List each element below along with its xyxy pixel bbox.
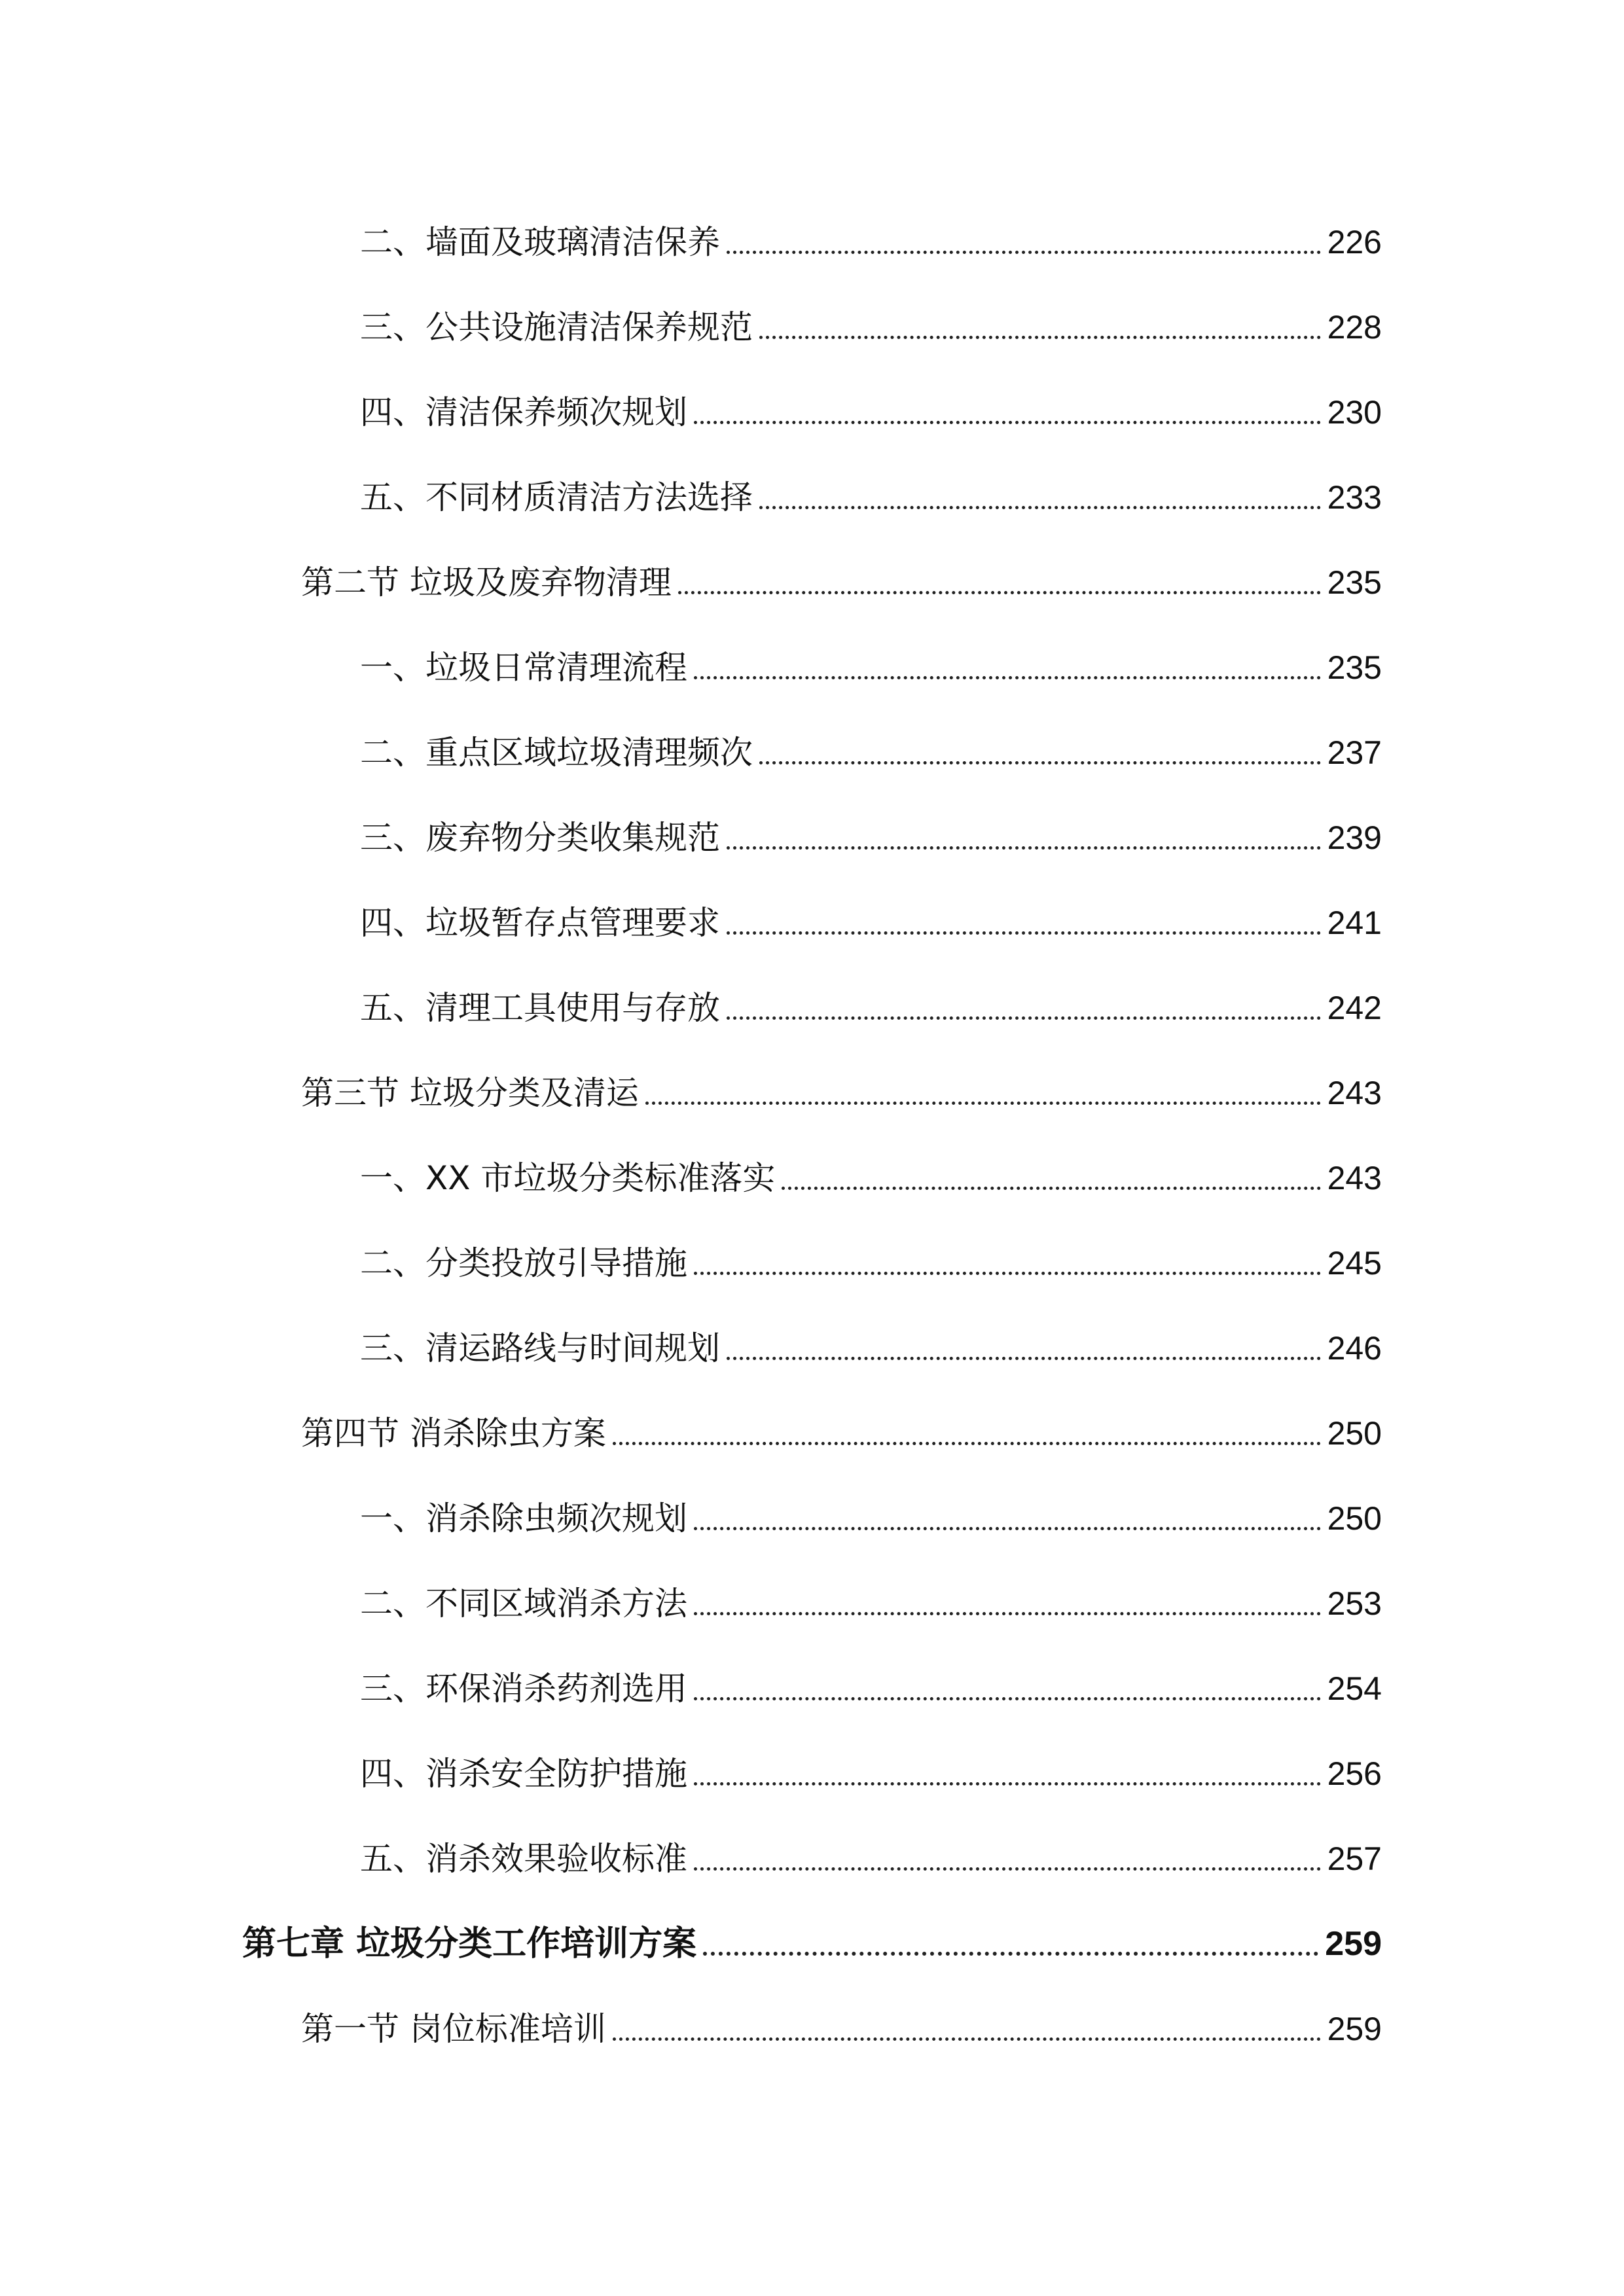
toc-entry-title: 第三节 垃圾分类及清运 xyxy=(301,1074,639,1112)
toc-entry-page: 245 xyxy=(1327,1245,1382,1282)
toc-entry-title: 四、消杀安全防护措施 xyxy=(360,1755,687,1793)
toc-leader-dots xyxy=(613,2037,1321,2041)
toc-entry[interactable] xyxy=(301,1060,1382,1113)
toc-entry[interactable] xyxy=(360,1826,1382,1878)
toc-entry-page: 233 xyxy=(1327,479,1382,516)
toc-leader-dots xyxy=(694,1527,1321,1530)
toc-entry[interactable] xyxy=(360,1230,1382,1283)
toc-leader-dots xyxy=(727,931,1321,935)
toc-leader-dots xyxy=(694,1697,1321,1700)
toc-entry[interactable] xyxy=(360,295,1382,347)
toc-entry-title: 五、消杀效果验收标准 xyxy=(360,1840,687,1878)
toc-entry[interactable] xyxy=(360,1656,1382,1708)
toc-entry[interactable] xyxy=(360,720,1382,772)
toc-entry[interactable] xyxy=(360,1571,1382,1623)
toc-leader-dots xyxy=(703,1952,1318,1956)
toc-entry-page: 259 xyxy=(1325,1925,1382,1963)
toc-leader-dots xyxy=(645,1102,1321,1105)
toc-leader-dots xyxy=(727,1357,1321,1360)
toc-entry-title: 二、墙面及玻璃清洁保养 xyxy=(360,223,720,261)
toc-leader-dots xyxy=(759,506,1321,509)
toc-entry-title: 五、清理工具使用与存放 xyxy=(360,989,720,1027)
toc-leader-dots xyxy=(694,1867,1321,1871)
toc-entry-title: 五、不同材质清洁方法选择 xyxy=(360,478,753,516)
toc-entry-title: 第一节 岗位标准培训 xyxy=(301,2010,606,2048)
toc-entry-title: 一、XX 市垃圾分类标准落实 xyxy=(360,1159,776,1197)
toc-entry[interactable] xyxy=(360,975,1382,1028)
toc-entry-title: 第四节 消杀除虫方案 xyxy=(301,1414,606,1452)
toc-entry-page: 256 xyxy=(1327,1755,1382,1792)
toc-leader-dots xyxy=(694,1612,1321,1615)
toc-entry-page: 230 xyxy=(1327,394,1382,431)
toc-entry-title: 一、垃圾日常清理流程 xyxy=(360,649,687,687)
toc-entry-page: 235 xyxy=(1327,649,1382,686)
toc-entry-title: 二、重点区域垃圾清理频次 xyxy=(360,734,753,772)
toc-entry-page: 241 xyxy=(1327,905,1382,941)
toc-entry-page: 254 xyxy=(1327,1670,1382,1707)
toc-entry-title: 一、消杀除虫频次规划 xyxy=(360,1499,687,1537)
toc-entry[interactable] xyxy=(360,805,1382,857)
toc-entry[interactable] xyxy=(301,1996,1382,2049)
toc-entry-chapter[interactable] xyxy=(242,1911,1382,1964)
toc-entry-page: 250 xyxy=(1327,1415,1382,1452)
toc-leader-dots xyxy=(727,1016,1321,1020)
toc-entry-title: 四、垃圾暂存点管理要求 xyxy=(360,904,720,942)
toc-leader-dots xyxy=(727,251,1321,254)
toc-leader-dots xyxy=(613,1442,1321,1445)
toc-entry[interactable] xyxy=(301,1401,1382,1453)
toc-entry-title: 四、清洁保养频次规划 xyxy=(360,393,687,431)
toc-entry[interactable] xyxy=(360,209,1382,262)
toc-entry-title: 二、分类投放引导措施 xyxy=(360,1244,687,1282)
toc-entry-page: 257 xyxy=(1327,1840,1382,1877)
toc-entry[interactable] xyxy=(360,380,1382,432)
toc-entry-page: 246 xyxy=(1327,1330,1382,1367)
toc-entry-page: 259 xyxy=(1327,2011,1382,2047)
toc-leader-dots xyxy=(694,1272,1321,1275)
toc-entry-page: 253 xyxy=(1327,1585,1382,1622)
toc-entry[interactable] xyxy=(360,1145,1382,1198)
toc-entry[interactable] xyxy=(360,1316,1382,1368)
toc-entry-page: 226 xyxy=(1327,224,1382,260)
toc-leader-dots xyxy=(678,591,1321,594)
toc-entry-title: 三、公共设施清洁保养规范 xyxy=(360,308,753,346)
toc-entry[interactable] xyxy=(360,635,1382,687)
toc-entry-title: 第七章 垃圾分类工作培训方案 xyxy=(242,1924,697,1964)
toc-entry-title: 第二节 垃圾及废弃物清理 xyxy=(301,564,672,601)
toc-entry-title: 二、不同区域消杀方法 xyxy=(360,1585,687,1623)
toc-entry[interactable] xyxy=(360,1741,1382,1793)
toc-entry[interactable] xyxy=(301,550,1382,602)
toc-entry-page: 250 xyxy=(1327,1500,1382,1537)
toc-entry-page: 243 xyxy=(1327,1075,1382,1111)
toc-entry-page: 242 xyxy=(1327,990,1382,1026)
toc-entry-page: 228 xyxy=(1327,309,1382,346)
toc-entry[interactable] xyxy=(360,890,1382,942)
toc-entry-page: 239 xyxy=(1327,819,1382,856)
toc-entry[interactable] xyxy=(360,1486,1382,1538)
toc-leader-dots xyxy=(694,676,1321,679)
toc-leader-dots xyxy=(727,846,1321,850)
toc-entry[interactable] xyxy=(360,465,1382,517)
toc-entry-page: 243 xyxy=(1327,1160,1382,1196)
toc-leader-dots xyxy=(694,421,1321,424)
toc-leader-dots xyxy=(759,761,1321,764)
toc-leader-dots xyxy=(782,1187,1320,1190)
toc-leader-dots xyxy=(759,336,1321,339)
toc-entry-title: 三、清运路线与时间规划 xyxy=(360,1329,720,1367)
toc-entry-page: 237 xyxy=(1327,734,1382,771)
toc-entry-page: 235 xyxy=(1327,564,1382,601)
toc-entry-title: 三、环保消杀药剂选用 xyxy=(360,1670,687,1708)
toc-entry-title: 三、废弃物分类收集规范 xyxy=(360,819,720,857)
toc-leader-dots xyxy=(694,1782,1321,1785)
